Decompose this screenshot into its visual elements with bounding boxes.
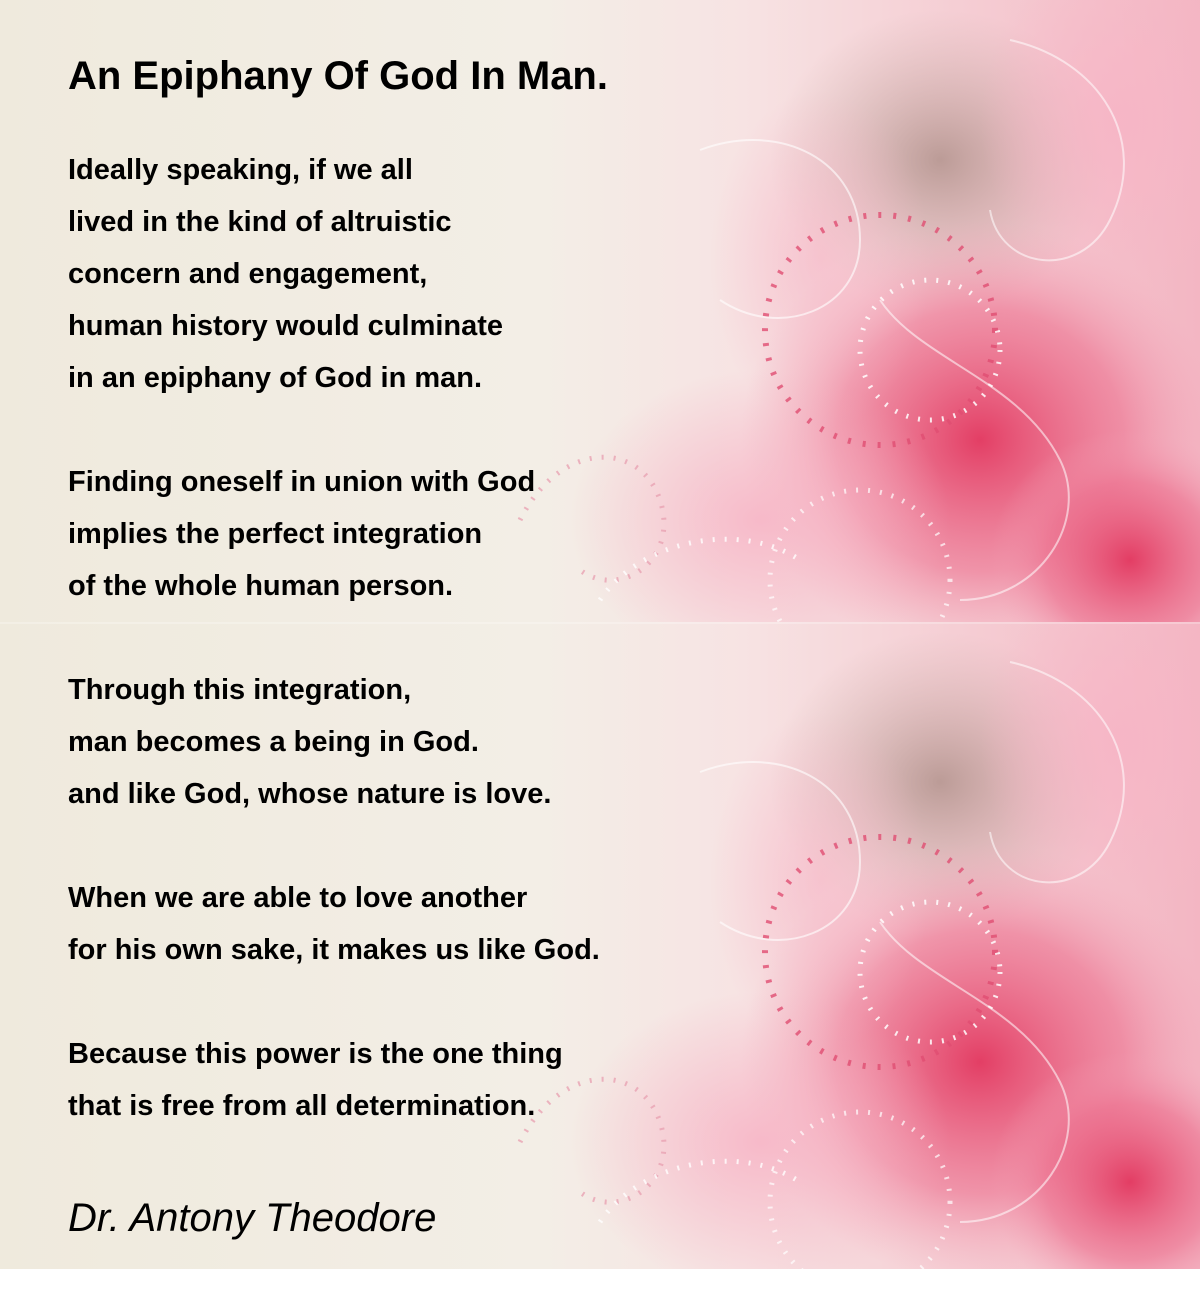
poem-line: implies the perfect integration — [68, 518, 483, 550]
stanza-4 — [68, 872, 868, 976]
poem-line: that is free from all determination. — [68, 1090, 536, 1122]
poem-title: An Epiphany Of God In Man. — [68, 54, 608, 98]
poem-line: man becomes a being in God. — [68, 726, 479, 758]
poem-line: in an epiphany of God in man. — [68, 362, 483, 394]
stanza-3 — [68, 664, 868, 820]
poem-line: and like God, whose nature is love. — [68, 778, 552, 810]
poem-line: concern and engagement, — [68, 258, 428, 290]
stanza-5 — [68, 1028, 868, 1132]
poem-line: Finding oneself in union with God — [68, 466, 536, 498]
poem-line: Ideally speaking, if we all — [68, 154, 413, 186]
poem-line: Through this integration, — [68, 674, 412, 706]
stanza-2 — [68, 456, 868, 612]
poem-line: Because this power is the one thing — [68, 1038, 563, 1070]
poem-line: When we are able to love another — [68, 882, 528, 914]
stanza-1 — [68, 144, 868, 404]
poem-body — [68, 144, 868, 1132]
poem-line: of the whole human person. — [68, 570, 454, 602]
poem-line: for his own sake, it makes us like God. — [68, 934, 600, 966]
poem-author: Dr. Antony Theodore — [68, 1196, 437, 1240]
poem-line: human history would culminate — [68, 310, 504, 342]
poem-line: lived in the kind of altruistic — [68, 206, 452, 238]
poem-content — [68, 48, 868, 1184]
